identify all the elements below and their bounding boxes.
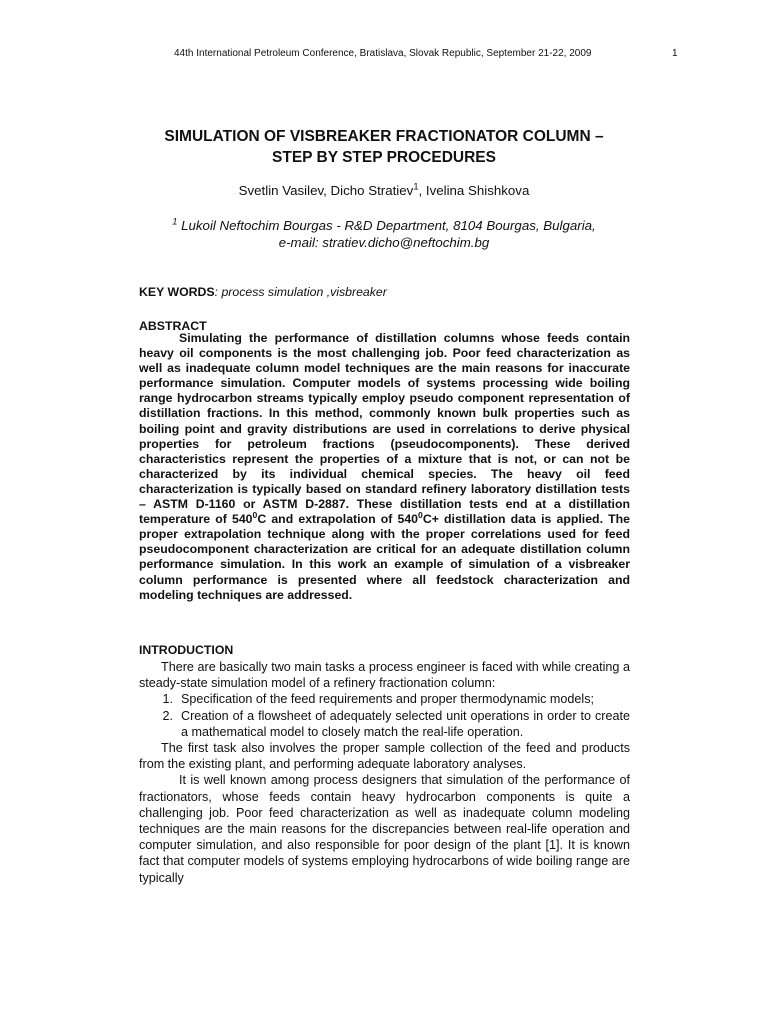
list-item-text: Specification of the feed requirements and proper thermodynamic models;	[181, 692, 595, 707]
affiliation-address: Lukoil Neftochim Bourgas - R&D Department, 8104 Bourgas, Bulgaria,	[177, 218, 596, 233]
abstract-part-3: C+ distillation data is applied. The proper extrapolation technique along with the proper correlations used for feed pseudocomponent characterization are critical for an adequate distillation column performance simulation. In this work an example of simulation of a visbreaker column performance is presented where all feedstock characterization and modeling techniques are addressed.	[139, 512, 630, 602]
abstract-text	[139, 331, 630, 603]
title-line-2: STEP BY STEP PROCEDURES	[272, 149, 496, 166]
author-2: Dicho Stratiev	[330, 183, 414, 198]
intro-paragraph-2: The first task also involves the proper sample collection of the feed and products from the existing plant, and performing adequate laboratory analyses.	[139, 741, 630, 772]
intro-paragraph-3: It is well known among process designers that simulation of the performance of fractionators, whose feeds contain heavy hydrocarbon components is quite a challenging job. Poor feed characterization as well as inadequate column modeling techniques are the main reasons for the discrepancies between real-life operation and computer simulation, and also responsible for poor design of the plant [1]. It is known fact that computer models of systems employing hydrocarbons of wide boiling range are typically	[139, 773, 630, 885]
list-item	[139, 691, 630, 707]
abstract-heading: ABSTRACT	[139, 319, 207, 333]
list-item	[139, 708, 630, 740]
keywords	[139, 284, 387, 300]
list-item-text: Creation of a flowsheet of adequately selected unit operations in order to create a mathematical model to closely match the real-life operation.	[181, 708, 630, 739]
paper-title	[100, 126, 668, 168]
degree-mark-2: 0	[418, 510, 423, 521]
affiliation-mark: 1	[172, 216, 178, 227]
abstract-part-2: C and extrapolation of 540	[257, 512, 419, 527]
list-item-number: 1.	[162, 692, 173, 707]
degree-mark-1: 0	[252, 510, 258, 521]
introduction-body	[139, 659, 630, 886]
author-3: , Ivelina Shishkova	[418, 183, 530, 198]
page-number: 1	[672, 48, 678, 59]
introduction-heading: INTRODUCTION	[139, 643, 234, 657]
author-2-affiliation-mark: 1	[413, 181, 419, 192]
title-line-1: SIMULATION OF VISBREAKER FRACTIONATOR COLUMN –	[164, 128, 604, 145]
task-list	[139, 691, 630, 740]
intro-paragraph-1: There are basically two main tasks a process engineer is faced with while creating a steady-state simulation model of a refinery fractionation column:	[139, 660, 630, 691]
author-1: Svetlin Vasilev,	[238, 183, 331, 198]
keywords-label: KEY WORDS	[139, 285, 215, 299]
conference-line: 44th International Petroleum Conference, Bratislava, Slovak Republic, September 21-22, 2009	[174, 48, 592, 59]
author-list	[100, 182, 668, 200]
affiliation	[100, 217, 668, 251]
list-item-number: 2.	[162, 708, 173, 723]
affiliation-email: e-mail: stratiev.dicho@neftochim.bg	[278, 235, 490, 250]
keywords-value: : process simulation ,visbreaker	[214, 285, 387, 299]
abstract-part-1: Simulating the performance of distillation columns whose feeds contain heavy oil components is the most challenging job. Poor feed characterization as well as inadequate column model techniques are the main reasons for inaccurate performance simulation. Computer models of systems processing wide boiling range hydrocarbon streams typically employ pseudo component representation of distillation fractions. In this method, commonly known bulk properties such as boiling point and gravity distributions are used in correlations to derive physical properties for petroleum fractions (pseudocomponents). These derived characteristics represent the properties of a mixture that is not, or can not be characterized by its individual chemical species. The heavy oil feed characterization is typically based on standard refinery laboratory distillation tests – ASTM D-1160 or ASTM D-2887. These distillation tests end at a distillation temperature of 540	[139, 331, 630, 527]
